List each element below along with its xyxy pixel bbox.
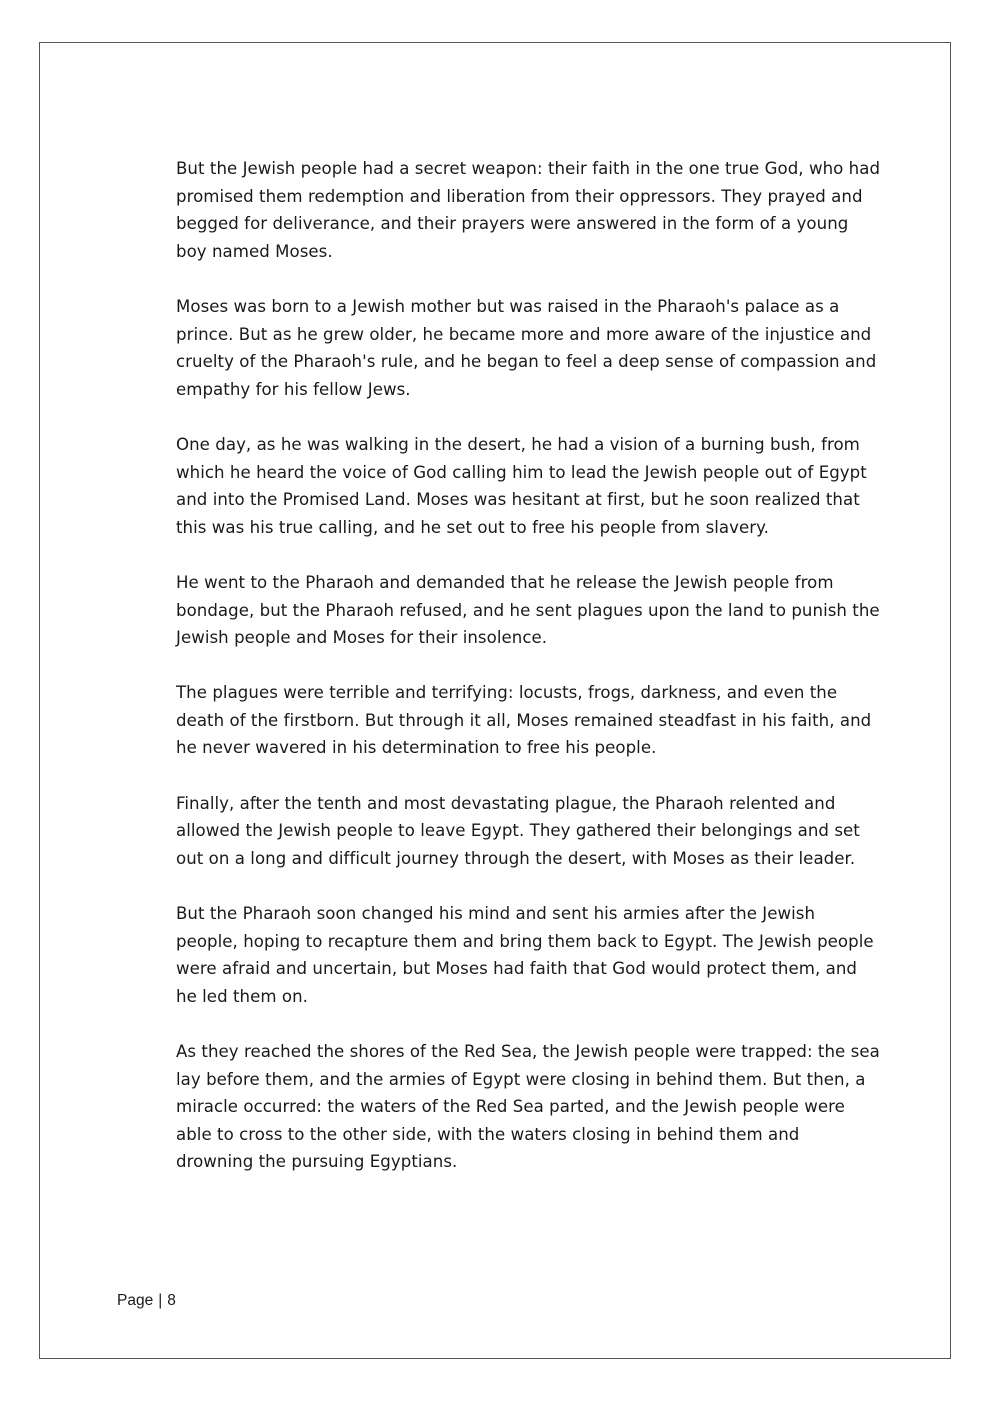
paragraph-4: He went to the Pharaoh and demanded that he release the Jewish people from bondage, but the Pharaoh refused, and he sent plagues upon the land to punish the Jewish people and Moses for their insolence. bbox=[176, 572, 880, 648]
footer-separator: | bbox=[158, 1292, 163, 1309]
document-body bbox=[176, 155, 881, 1204]
paragraph-3: One day, as he was walking in the desert, he had a vision of a burning bush, from which he heard the voice of God calling him to lead the Jewish people out of Egypt and into the Promised Land. Moses was hesitant at first, but he soon realized that this was his true calling, and he set out to free his people from slavery. bbox=[176, 434, 867, 537]
paragraph-5: The plagues were terrible and terrifying: locusts, frogs, darkness, and even the death of the firstborn. But through it all, Moses remained steadfast in his faith, and he never wavered in his determination to free his people. bbox=[176, 683, 872, 758]
paragraph-6: Finally, after the tenth and most devastating plague, the Pharaoh relented and allowed the Jewish people to leave Egypt. They gathered their belongings and set out on a long and difficult journey through the desert, with Moses as their leader. bbox=[176, 793, 860, 868]
page-footer bbox=[117, 1292, 176, 1310]
paragraph-1: But the Jewish people had a secret weapon: their faith in the one true God, who had promised them redemption and liberation from their oppressors. They prayed and begged for deliverance, and their prayers were answered in the form of a young boy named Moses. bbox=[176, 159, 881, 261]
paragraph-7: But the Pharaoh soon changed his mind and sent his armies after the Jewish people, hoping to recapture them and bring them back to Egypt. The Jewish people were afraid and uncertain, but Moses had faith that God would protect them, and he led them on. bbox=[176, 904, 874, 1006]
page-label: Page bbox=[117, 1292, 154, 1309]
paragraph-8: As they reached the shores of the Red Sea, the Jewish people were trapped: the sea lay before them, and the armies of Egypt were closing in behind them. But then, a miracle occurred: the waters of the Red Sea parted, and the Jewish people were able to cross to the other side, with the waters closing in behind them and drowning the pursuing Egyptians. bbox=[176, 1042, 880, 1172]
page-number: 8 bbox=[167, 1292, 176, 1309]
paragraph-2: Moses was born to a Jewish mother but was raised in the Pharaoh's palace as a prince. But as he grew older, he became more and more aware of the injustice and cruelty of the Pharaoh's rule, and he began to feel a deep sense of compassion and empathy for his fellow Jews. bbox=[176, 296, 877, 399]
